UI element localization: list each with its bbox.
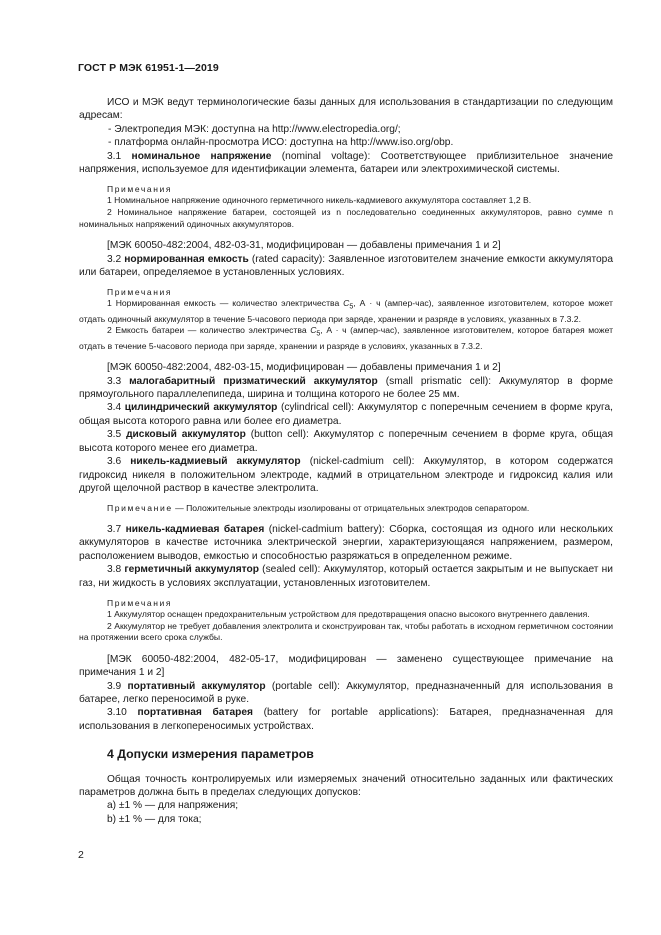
term-3-2: 3.2 нормированная емкость (rated capacity): Заявленное изготовителем значение емкости аккумулятора или батареи, определяемое в установленных условиях.	[79, 253, 613, 279]
source-ref: [МЭК 60050-482:2004, 482-05-17, модифицирован — заменено существующее примечание на примечания 1 и 2]	[79, 653, 613, 679]
term-3-9: 3.9 портативный аккумулятор (portable cell): Аккумулятор, предназначенный для использования в батарее, легко переносимой в руке.	[79, 680, 613, 705]
list-item: - платформа онлайн-просмотра ИСО: доступна на http://www.iso.org/obp.	[108, 137, 454, 149]
note: 2 Аккумулятор не требует добавления электролита и сконструирован так, чтобы работать в исходном герметичном состоянии на протяжении всего срока службы.	[79, 620, 613, 643]
note: 2 Номинальное напряжение батареи, состоящей из n последовательно соединенных аккумуляторов, равно сумме n номинальных напряжений одиночных аккумуляторов.	[79, 207, 613, 229]
page-content	[79, 96, 613, 826]
term-3-6: 3.6 никель-кадмиевый аккумулятор (nickel-cadmium cell): Аккумулятор, в котором содержатся гидроксид никеля в положительном электроде, кадмий в отрицательном электроде и гидроксид калия или другой щелочной раствор в качестве электролита.	[79, 456, 614, 494]
term-3-10: 3.10 портативная батарея (battery for portable applications): Батарея, предназначенная для использования в легкопереносимых устройствах.	[79, 707, 613, 732]
section-paragraph: Общая точность контролируемых или измеряемых значений относительно заданных или фактических параметров должна быть в пределах следующих допусков:	[79, 773, 613, 798]
note: 1 Номинальное напряжение одиночного герметичного никель-кадмиевого аккумулятора составляет 1,2 В.	[107, 195, 532, 206]
document-header: ГОСТ Р МЭК 61951-1—2019	[78, 62, 219, 74]
term-3-4: 3.4 цилиндрический аккумулятор (cylindrical cell): Аккумулятор с поперечным сечением в форме круга, общая высота которого равна или более его диаметра.	[79, 402, 613, 427]
list-item: b) ±1 % — для тока;	[107, 813, 202, 825]
source-ref: [МЭК 60050-482:2004, 482-03-31, модифицирован — добавлены примечания 1 и 2]	[107, 240, 501, 252]
notes-heading: Примечания	[107, 184, 173, 195]
term-3-8: 3.8 герметичный аккумулятор (sealed cell): Аккумулятор, который остается закрытым и не выпускает ни газ, ни жидкость в условиях эксплуатации, установленных изготовителем.	[79, 564, 613, 589]
term-3-7: 3.7 никель-кадмиевая батарея (nickel-cadmium battery): Сборка, состоящая из одного или нескольких аккумуляторов в качестве источника электрической энергии, характеризующаяся напряжением, размером, расположением выводов, емкостью и способностью разряжаться в определенном режиме.	[79, 523, 613, 562]
list-item: a) ±1 % — для напряжения;	[107, 800, 239, 812]
term-3-3: 3.3 малогабаритный призматический аккумулятор (small prismatic cell): Аккумулятор в форме прямоугольного параллелепипеда, ширина и толщина которого не более 25 мм.	[79, 375, 613, 401]
term-3-1: 3.1 номинальное напряжение (nominal voltage): Соответствующее приблизительное значение напряжения, используемое для идентификации элемента, батареи или электрохимической системы.	[79, 150, 613, 176]
note: Примечание — Положительные электроды изолированы от отрицательных электродов сепаратором.	[107, 503, 530, 514]
term-3-5: 3.5 дисковый аккумулятор (button cell): Аккумулятор с поперечным сечением в форме круга, общая высота которого менее его диаметра.	[79, 429, 613, 454]
notes-heading: Примечания	[107, 597, 173, 608]
notes-heading: Примечания	[107, 287, 173, 298]
list-item: - Электропедия МЭК: доступна на http://www.electropedia.org/;	[108, 123, 401, 135]
note: 1 Нормированная емкость — количество электричества $C_5$, А · ч (ампер-час), заявленное изготовителем, которое может отдать одиночный аккумулятор в течение 5-часового периода при заряде, хранении и разряде в условиях, указанных в 7.3.2.	[79, 298, 613, 324]
source-ref: [МЭК 60050-482:2004, 482-03-15, модифицирован — добавлены примечания 1 и 2]	[107, 362, 501, 374]
section-heading: 4 Допуски измерения параметров	[107, 747, 314, 762]
intro-paragraph: ИСО и МЭК ведут терминологические базы данных для использования в стандартизации по следующим адресам:	[79, 97, 613, 122]
page-number: 2	[78, 849, 84, 861]
note: 2 Емкость батареи — количество электричества $C_5$, А · ч (ампер-час), заявленное изготовителем, которое батарея может отдать в течение 5-часового периода при заряде, хранении и разряде в условиях, указанных в 7.3.2.	[79, 325, 614, 351]
note: 1 Аккумулятор оснащен предохранительным устройством для предотвращения опасно высокого внутреннего давления.	[107, 608, 590, 619]
